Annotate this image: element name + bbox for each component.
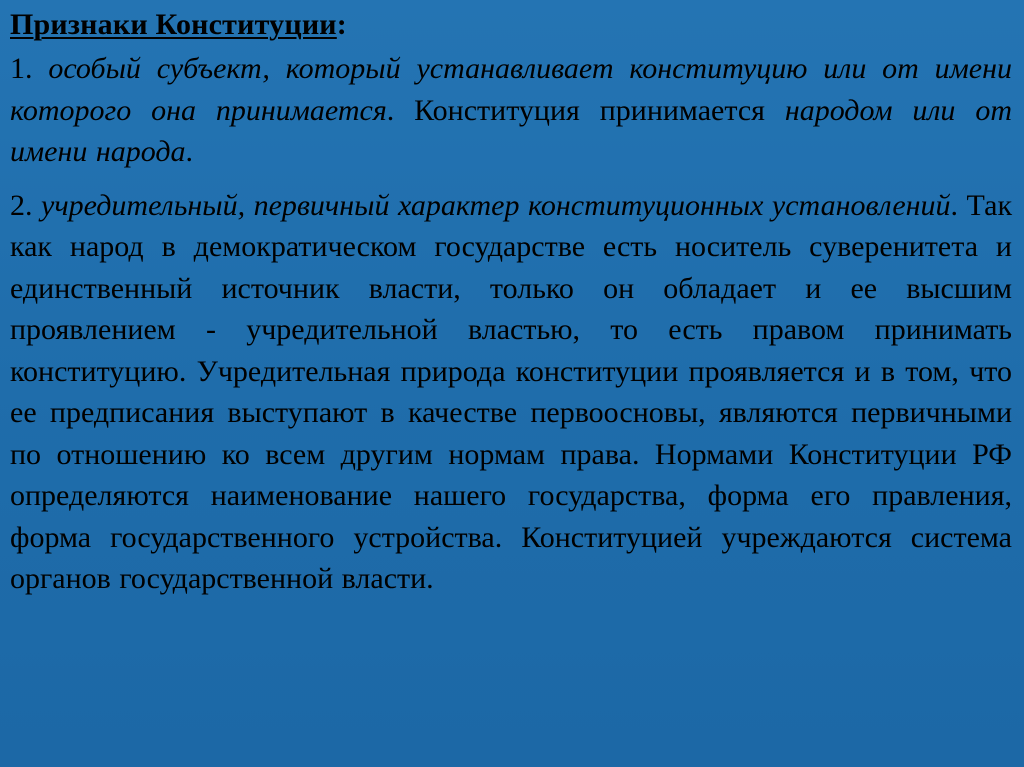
paragraph-item-2 [10, 185, 1012, 600]
slide-title [10, 6, 1012, 44]
item-2-italic-lead: учредительный, первичный характер конституционных установлений [41, 188, 951, 222]
paragraph-item-1 [10, 48, 1012, 173]
item-1-italic-lead: особый субъект, который устанавливает конституцию или от имени которого она принимается [10, 52, 1013, 127]
item-1-italic-2: народом или от имени народа [10, 93, 1012, 168]
item-2-number: 2. [10, 188, 33, 222]
item-1-text-end: . [185, 135, 194, 168]
slide-title-colon: : [336, 8, 347, 41]
slide-title-text: Признаки Конституции [10, 8, 337, 41]
item-1-number: 1. [10, 52, 33, 85]
item-1-text: . Конституция принимается [386, 93, 785, 127]
item-2-text: . Так как народ в демократическом государстве есть носитель суверенитета и единственный источник власти, только он обладает и ее высшим проявлением - учредительной властью, то есть правом принимать конституцию. Учредительная природа конституции проявляется и в том, что ее предписания выступают в качестве первоосновы, являются первичными по отношению ко всем другим нормам права. Нормами Конституции РФ определяются наименование нашего государства, форма его правления, форма государственного устройства. Конституцией учреждаются система органов государственной власти. [10, 188, 1013, 595]
